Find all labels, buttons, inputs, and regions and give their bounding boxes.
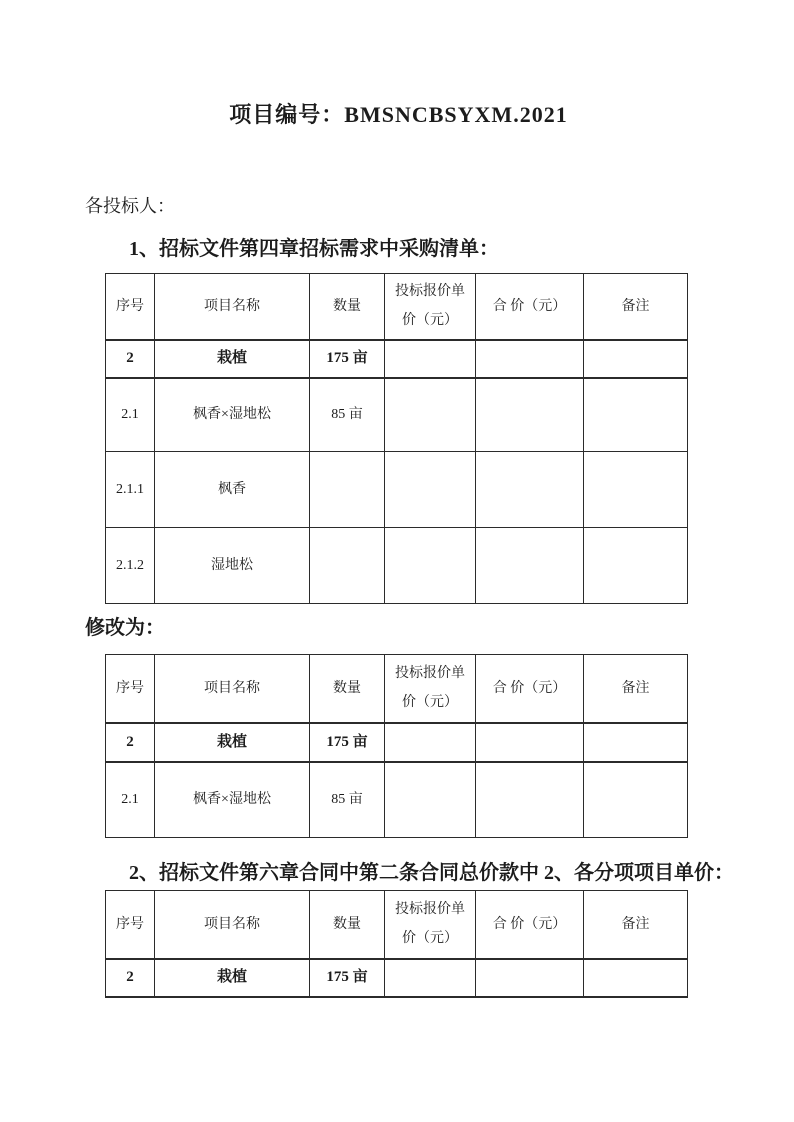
table-cell bbox=[385, 452, 476, 528]
table-header-cell: 项目名称 bbox=[155, 655, 310, 723]
table-cell bbox=[476, 723, 584, 762]
table-row bbox=[106, 959, 688, 997]
table-header-cell: 备注 bbox=[584, 274, 688, 340]
table-cell: 85 亩 bbox=[310, 378, 385, 452]
table-cell bbox=[584, 723, 688, 762]
table-cell: 枫香×湿地松 bbox=[155, 762, 310, 838]
table-cell bbox=[584, 762, 688, 838]
unit-price-table bbox=[105, 890, 688, 998]
table-cell bbox=[310, 528, 385, 604]
table-cell: 2 bbox=[106, 959, 155, 997]
table-cell bbox=[385, 959, 476, 997]
table-header-cell: 合 价（元） bbox=[476, 274, 584, 340]
table-row bbox=[106, 528, 688, 604]
table-header-cell: 备注 bbox=[584, 655, 688, 723]
table-header-cell: 数量 bbox=[310, 891, 385, 959]
table-header-cell: 序号 bbox=[106, 274, 155, 340]
table-header-cell: 数量 bbox=[310, 655, 385, 723]
table-cell bbox=[385, 723, 476, 762]
table-cell bbox=[310, 452, 385, 528]
table-header-row bbox=[106, 891, 688, 959]
table-cell bbox=[476, 762, 584, 838]
table-cell: 2 bbox=[106, 723, 155, 762]
table-cell: 栽植 bbox=[155, 340, 310, 378]
table-header-cell: 序号 bbox=[106, 655, 155, 723]
table-row bbox=[106, 378, 688, 452]
table-header-cell: 投标报价单价（元） bbox=[385, 655, 476, 723]
table-row bbox=[106, 452, 688, 528]
table-cell: 85 亩 bbox=[310, 762, 385, 838]
table-row bbox=[106, 340, 688, 378]
table-cell bbox=[584, 528, 688, 604]
table-cell: 175 亩 bbox=[310, 340, 385, 378]
table-cell bbox=[476, 452, 584, 528]
table-cell: 枫香×湿地松 bbox=[155, 378, 310, 452]
page-title: 项目编号：BMSNCBSYXM.2021 bbox=[229, 102, 568, 127]
modified-label: 修改为： bbox=[85, 617, 165, 639]
table-cell: 栽植 bbox=[155, 959, 310, 997]
table-cell: 2.1.1 bbox=[106, 452, 155, 528]
table-cell bbox=[584, 340, 688, 378]
table-header-cell: 合 价（元） bbox=[476, 655, 584, 723]
table-cell: 175 亩 bbox=[310, 959, 385, 997]
table-cell bbox=[385, 378, 476, 452]
table-cell: 栽植 bbox=[155, 723, 310, 762]
table-header-row bbox=[106, 655, 688, 723]
table-cell: 2.1 bbox=[106, 762, 155, 838]
table-cell: 2.1 bbox=[106, 378, 155, 452]
table-header-cell: 项目名称 bbox=[155, 274, 310, 340]
table-header-cell: 合 价（元） bbox=[476, 891, 584, 959]
procurement-table bbox=[105, 273, 688, 604]
table-header-cell: 投标报价单价（元） bbox=[385, 891, 476, 959]
table-cell: 175 亩 bbox=[310, 723, 385, 762]
table-cell bbox=[476, 378, 584, 452]
table-cell bbox=[476, 340, 584, 378]
table-header-cell: 备注 bbox=[584, 891, 688, 959]
table-cell: 湿地松 bbox=[155, 528, 310, 604]
section2-heading: 2、招标文件第六章合同中第二条合同总价款中 2、各分项项目单价： bbox=[129, 862, 734, 884]
table-cell bbox=[385, 340, 476, 378]
table-cell bbox=[385, 762, 476, 838]
table-header-row bbox=[106, 274, 688, 340]
section1-heading: 1、招标文件第四章招标需求中采购清单： bbox=[129, 238, 499, 260]
table-cell: 枫香 bbox=[155, 452, 310, 528]
table-cell bbox=[385, 528, 476, 604]
table-header-cell: 项目名称 bbox=[155, 891, 310, 959]
table-header-cell: 序号 bbox=[106, 891, 155, 959]
table-cell bbox=[584, 452, 688, 528]
table-cell: 2 bbox=[106, 340, 155, 378]
table-cell bbox=[476, 528, 584, 604]
salutation: 各投标人： bbox=[85, 196, 175, 216]
table-header-cell: 数量 bbox=[310, 274, 385, 340]
table-cell bbox=[476, 959, 584, 997]
table-row bbox=[106, 762, 688, 838]
table-cell bbox=[584, 959, 688, 997]
table-cell: 2.1.2 bbox=[106, 528, 155, 604]
table-row bbox=[106, 723, 688, 762]
table-cell bbox=[584, 378, 688, 452]
modified-table bbox=[105, 654, 688, 838]
table-header-cell: 投标报价单价（元） bbox=[385, 274, 476, 340]
